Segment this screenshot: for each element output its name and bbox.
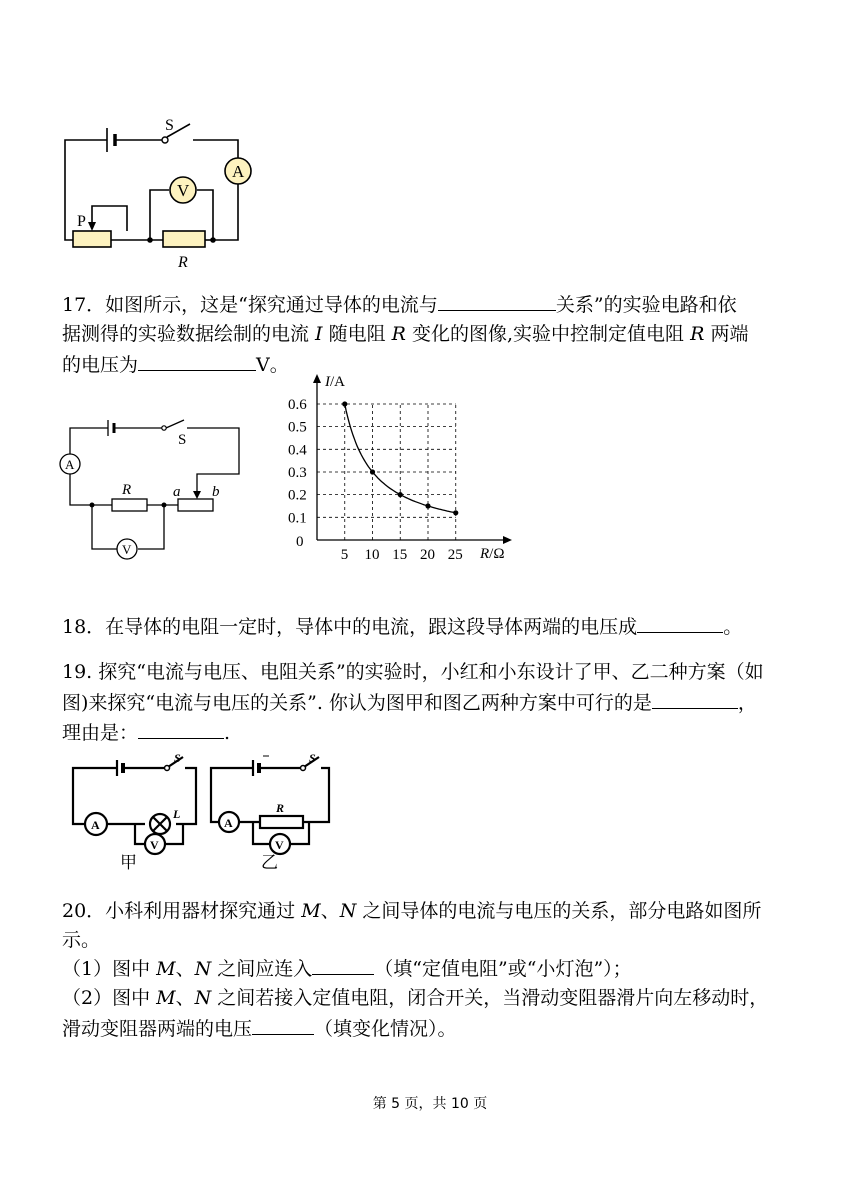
y-axis-arrow	[313, 374, 321, 383]
q17-line-2: 据测得的实验数据绘制的电流 I 随电阻 R 变化的图像,实验中控制定值电阻 R 两端	[62, 323, 749, 345]
voltmeter-label: V	[275, 838, 284, 852]
y-tick-label: 0.4	[288, 442, 307, 459]
q20-line-4: （2）图中 M、N 之间若接入定值电阻，闭合开关，当滑动变阻器滑片向左移动时，	[62, 987, 769, 1009]
voltmeter-label: V	[122, 542, 132, 557]
origin-label: 0	[296, 534, 304, 550]
circuit-figure-jia	[65, 752, 205, 874]
x-axis-label: R/Ω	[480, 546, 505, 562]
y-tick-label: 0.1	[288, 510, 307, 527]
ammeter-label: A	[65, 457, 75, 472]
resistor-label: R	[276, 801, 285, 815]
x-tick-label: 25	[447, 547, 463, 563]
x-tick-label: 10	[364, 547, 380, 563]
y-tick-label: 0.2	[288, 487, 307, 504]
y-tick-label: 0.3	[288, 464, 307, 481]
circuit-figure-q16	[55, 110, 265, 275]
page-footer: 第 5 页，共 10 页	[372, 1096, 488, 1112]
answer-blank[interactable]	[138, 350, 256, 371]
caption-jia: 甲	[120, 853, 137, 872]
circuit-figure-q17	[58, 412, 248, 562]
x-tick-label: 20	[420, 547, 435, 563]
q20-line-1: 20．小科利用器材探究通过 M、N 之间导体的电流与电压的关系，部分电路如图所	[62, 900, 762, 922]
x-tick-label: 5	[340, 547, 349, 563]
q19-line-1: 19. 探究“电流与电压、电阻关系”的实验时，小红和小东设计了甲、乙二种方案（如	[62, 661, 764, 683]
switch-label: S	[165, 117, 174, 134]
current-resistance-chart	[270, 368, 520, 568]
y-axis-label: I/A	[325, 374, 345, 390]
data-point	[398, 492, 403, 497]
x-axis-arrow	[503, 536, 512, 544]
switch-label: S	[174, 752, 181, 765]
q20-line-5: 滑动变阻器两端的电压 （填变化情况）。	[62, 1014, 457, 1043]
data-point	[453, 510, 458, 515]
ammeter-label: A	[91, 818, 100, 832]
resistor-label: R	[178, 254, 188, 271]
q20-line-2: 示。	[62, 929, 101, 951]
q18-line: 18．在导体的电阻一定时，导体中的电流，跟这段导体两端的电压成 。	[62, 612, 742, 641]
q20-line-3: （1）图中 M、N 之间应连入 （填“定值电阻”或“小灯泡”）；	[62, 954, 632, 983]
resistor-label: R	[122, 482, 132, 498]
x-tick-label: 15	[392, 547, 408, 563]
lamp-label: L	[173, 807, 181, 821]
answer-blank[interactable]	[637, 612, 723, 633]
q19-line-3: 理由是： .	[62, 718, 230, 747]
voltmeter-label: V	[150, 838, 159, 852]
terminal-a-label: a	[173, 484, 181, 500]
y-tick-label: 0.5	[288, 419, 307, 436]
terminal-b-label: b	[212, 484, 220, 500]
ammeter-label: A	[232, 162, 245, 181]
q19-line-2: 图)来探究“电流与电压的关系”. 你认为图甲和图乙两种方案中可行的是 ，	[62, 688, 757, 717]
data-point	[425, 503, 430, 508]
ammeter-label: A	[224, 816, 233, 830]
q17-line-1: 17．如图所示，这是“探究通过导体的电流与 关系”的实验电路和依	[62, 290, 737, 319]
answer-blank[interactable]	[652, 688, 738, 709]
slider-label: P	[77, 213, 86, 230]
q17-line-3: 的电压为 V。	[62, 350, 289, 379]
caption-yi: 乙	[261, 853, 278, 872]
voltmeter-label: V	[177, 181, 190, 200]
switch-label: S	[178, 432, 187, 448]
switch-label: S	[309, 752, 316, 765]
answer-blank[interactable]	[438, 290, 556, 311]
data-point	[370, 469, 375, 474]
answer-blank[interactable]	[252, 1014, 314, 1035]
answer-blank[interactable]	[312, 954, 374, 975]
circuit-figure-yi	[205, 752, 345, 874]
data-point	[342, 401, 347, 406]
y-tick-label: 0.6	[288, 396, 307, 413]
answer-blank[interactable]	[138, 718, 224, 739]
